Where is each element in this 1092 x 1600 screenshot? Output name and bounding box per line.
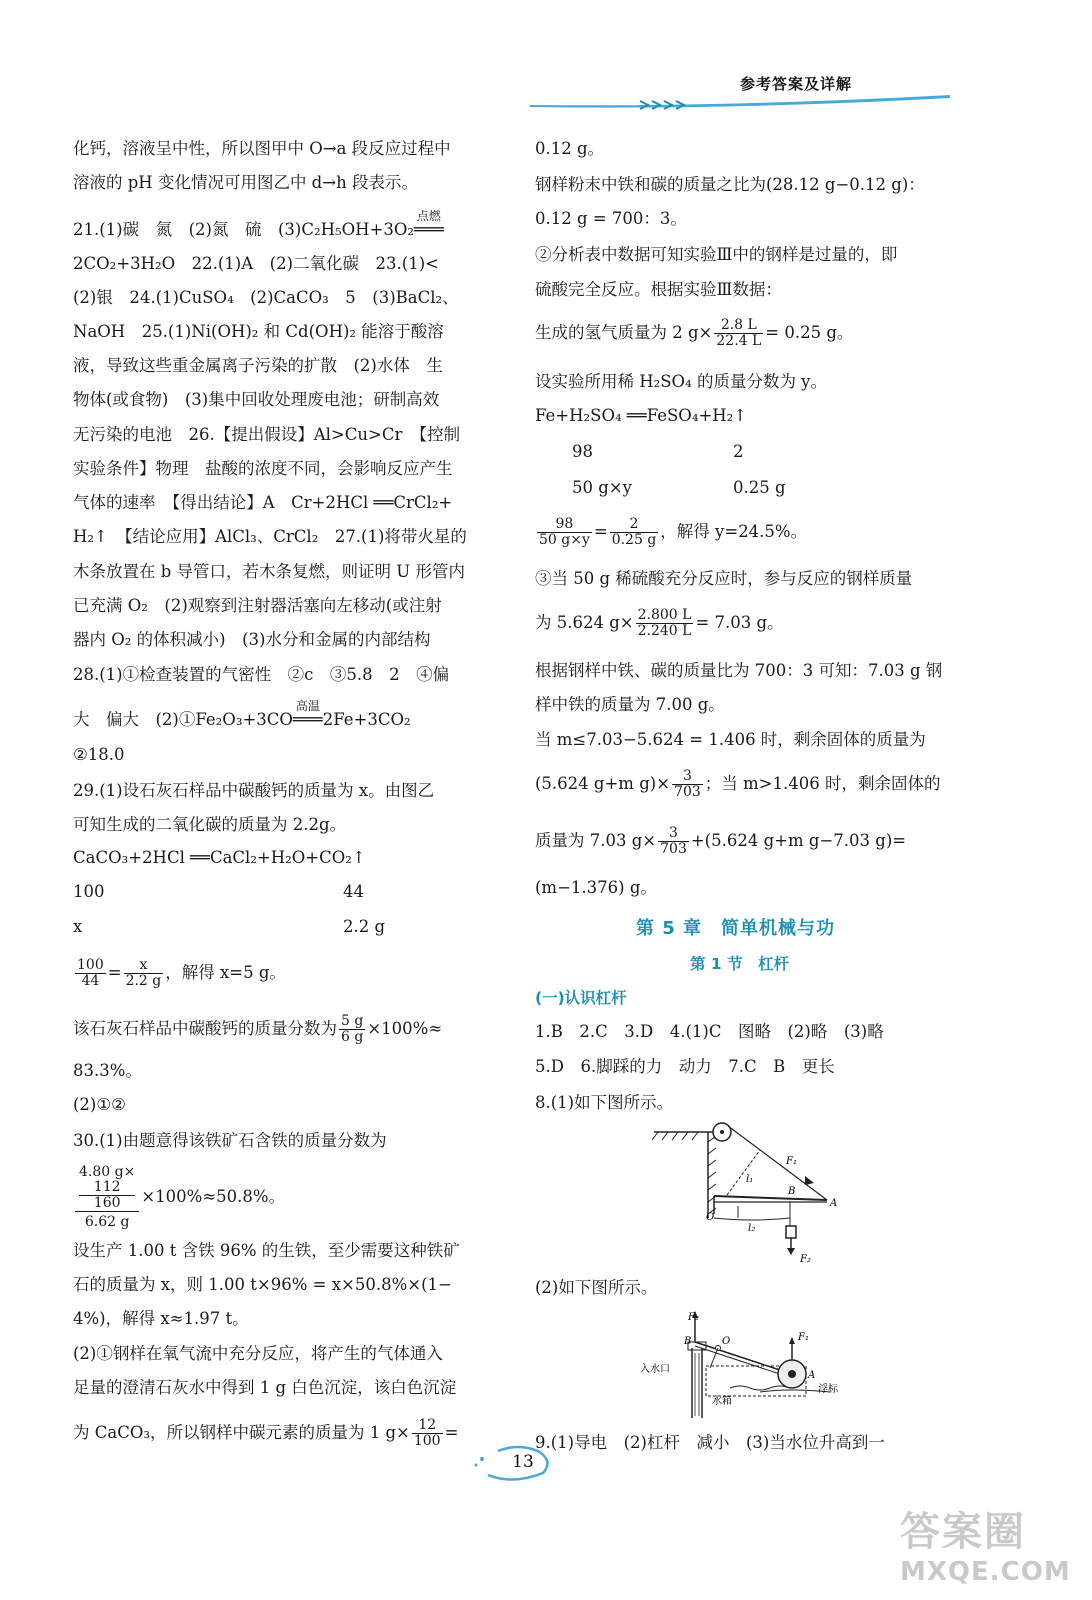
text-line: 0.12 g = 700：3。 (535, 209, 687, 228)
fraction: $\frac{2.8 L}{22.4 L}$ (716, 317, 762, 349)
text-line: 4%)，解得 x≈1.97 t。 (73, 1309, 249, 1328)
text-line: 30.(1)由题意得该铁矿石含铁的质量分数为 (73, 1131, 387, 1150)
text-line: 可知生成的二氧化碳的质量为 2.2g。 (73, 815, 347, 834)
text-line: NaOH 25.(1)Ni(OH)₂ 和 Cd(OH)₂ 能溶于酸溶 (73, 322, 444, 341)
text-line: 2CO₂+3H₂O 22.(1)A (2)二氧化碳 23.(1)< (73, 254, 439, 273)
f2-label: F₂ (800, 1254, 811, 1263)
molar-mass: 44 (343, 882, 364, 901)
text-segment: +(5.624 g+m g−7.03 g)= (690, 831, 907, 850)
text-line: (2)①钢样在氧气流中充分反应，将产生的气体通入 (73, 1344, 443, 1363)
condition-label: 点燃 (416, 209, 441, 223)
equation-line: Fe+H₂SO₄ ══FeSO₄+H₂↑ (535, 406, 748, 425)
fraction: $\frac{98}{50 g\times y}$ (539, 516, 590, 548)
fraction: $\frac{x}{2.2 g}$ (125, 957, 162, 989)
text-segment: (5.624 g+m g)× (535, 774, 671, 793)
chapter-title: 第 5 章 简单机械与功 (636, 918, 836, 939)
text-line (535, 826, 906, 857)
f1-label: F₁ (786, 1156, 797, 1167)
lever-diagram-1 (652, 1118, 852, 1263)
a-label: A (830, 1198, 838, 1209)
text-segment: 该石灰石样品中碳酸钙的质量分数为 (73, 1019, 337, 1038)
text-segment: ×100%≈ (367, 1019, 443, 1038)
tank-label: 水箱 (712, 1396, 732, 1407)
molar-mass: 98 (572, 442, 593, 461)
text-line: 气体的速率 【得出结论】A Cr+2HCl ══CrCl₂+ (73, 493, 453, 512)
text-line: 器内 O₂ 的体积减小) (3)水分和金属的内部结构 (73, 630, 431, 649)
text-line (535, 769, 940, 800)
text-line: 样中铁的质量为 7.00 g。 (535, 695, 725, 714)
text-segment: ；当 m>1.406 时，剩余固体的 (704, 774, 941, 793)
header-title: 参考答案及详解 (740, 75, 853, 93)
text-line: H₂↑ 【结论应用】AlCl₃、CrCl₂ 27.(1)将带火星的 (73, 527, 467, 546)
text-segment: 21.(1)碳 氮 (2)氮 硫 (3)C₂H₅OH+3O₂ (73, 220, 414, 239)
text-segment: 质量为 7.03 g× (535, 831, 657, 850)
text-line: 设生产 1.00 t 含铁 96% 的生铁，至少需要这种铁矿 (73, 1241, 460, 1260)
fraction: $\frac{3}{703}$ (660, 825, 687, 857)
text-line: 物体(或食物) (3)集中回收处理废电池；研制高效 (73, 390, 440, 409)
text-line: 当 m≤7.03−5.624 = 1.406 时，剩余固体的质量为 (535, 730, 926, 749)
l2-label: l₂ (748, 1223, 756, 1234)
reaction-condition: 高温 ═══ (293, 709, 323, 731)
fraction: $\frac{3}{703}$ (674, 768, 701, 800)
text-segment: = 7.03 g。 (695, 613, 784, 632)
text-line: 石的质量为 x，则 1.00 t×96% = x×50.8%×(1− (73, 1275, 452, 1294)
text-line: ②分析表中数据可知实验Ⅲ中的钢样是过量的，即 (535, 245, 898, 264)
fraction: 112 160 (77, 1180, 137, 1211)
float-label: 浮标 (818, 1384, 838, 1395)
subsection-title: (一)认识杠杆 (535, 989, 627, 1007)
text-line: 无污染的电池 26.【提出假设】Al>Cu>Cr 【控制 (73, 425, 461, 444)
text-segment: ，解得 y=24.5%。 (660, 522, 808, 541)
text-line: (m−1.376) g。 (535, 878, 657, 897)
molar-mass: 100 (73, 882, 105, 901)
text-segment: 为 5.624 g× (535, 613, 634, 632)
reaction-condition (413, 209, 444, 241)
equation-line (73, 1165, 285, 1230)
l1-label: l₁ (746, 1174, 754, 1185)
given-mass: 2.2 g (343, 917, 386, 936)
text-line: 已充满 O₂ (2)观察到注射器活塞向左移动(或注射 (73, 596, 442, 615)
o-label: O (722, 1336, 731, 1347)
watermark-top: 答案圈 (900, 1509, 1026, 1555)
variable: 50 g×y (572, 478, 632, 497)
text-line (535, 608, 784, 639)
text-line: 液，导致这些重金属离子污染的扩散 (2)水体 生 (73, 356, 443, 375)
text-line: 83.3%。 (73, 1061, 142, 1080)
fraction: $\frac{100}{44}$ (77, 957, 104, 989)
text-segment: 为 CaCO₃，所以钢样中碳元素的质量为 1 g× (73, 1423, 410, 1442)
watermark (900, 1500, 1080, 1595)
b-label: B (684, 1336, 692, 1347)
text-line (73, 699, 411, 731)
page-number-badge (488, 1445, 558, 1485)
text-segment: = 0.25 g。 (765, 323, 854, 342)
fraction: $\frac{12}{100}$ (413, 1417, 441, 1449)
text-segment: ，解得 x=5 g。 (165, 963, 286, 982)
text-line: ②18.0 (73, 745, 125, 764)
b-label: B (788, 1186, 796, 1197)
answer-line: 9.(1)导电 (2)杠杆 减小 (3)当水位升高到一 (535, 1433, 885, 1452)
answer-line: 1.B 2.C 3.D 4.(1)C 图略 (2)略 (3)略 (535, 1022, 884, 1041)
given-mass: 0.25 g (733, 478, 786, 497)
proportion-line: $\frac{98}{50 g\times y}$ = $\frac{2}{0.25 g}$ ，解得 y=24.5%。 (539, 516, 808, 548)
molar-mass: 2 (733, 442, 744, 461)
lever-diagram-2 (640, 1308, 860, 1420)
variable: x (73, 917, 83, 936)
answer-line: 5.D 6.脚踩的力 动力 7.C B 更长 (535, 1057, 835, 1076)
text-line: 钢样粉末中铁和碳的质量之比为(28.12 g−0.12 g)： (535, 175, 925, 194)
equation-line: CaCO₃+2HCl ══CaCl₂+H₂O+CO₂↑ (73, 848, 366, 867)
text-line: 29.(1)设石灰石样品中碳酸钙的质量为 x。由图乙 (73, 781, 435, 800)
text-line: 设实验所用稀 H₂SO₄ 的质量分数为 y。 (535, 372, 828, 391)
text-line (73, 209, 444, 241)
proportion-line: $\frac{100}{44}$ = $\frac{x}{2.2 g}$ ，解得 x=5 g。 (77, 957, 286, 989)
f2-label: F₂ (688, 1312, 699, 1323)
text-line: 28.(1)①检查装置的气密性 ②c ③5.8 2 ④偏 (73, 665, 450, 684)
text-segment: 生成的氢气质量为 2 g× (535, 323, 713, 342)
inlet-label: 入水口 (640, 1364, 670, 1375)
text-line: 木条放置在 b 导管口，若木条复燃，则证明 U 形管内 (73, 562, 465, 581)
fraction: $\frac{5 g}{6 g}$ (341, 1013, 364, 1045)
text-line: 足量的澄清石灰水中得到 1 g 白色沉淀，该白色沉淀 (73, 1378, 457, 1397)
compound-fraction: 4.80 g× 112 160 6.62 g (75, 1165, 139, 1230)
header-decoration (530, 93, 960, 113)
text-line: 0.12 g。 (535, 139, 605, 158)
text-line: 溶液的 pH 变化情况可用图乙中 d→h 段表示。 (73, 173, 418, 192)
condition-label: 高温 (295, 699, 320, 713)
a-label: A (808, 1370, 816, 1381)
fraction: $\frac{2.800 L}{2.240 L}$ (637, 607, 692, 639)
text-line: 根据钢样中铁、碳的质量比为 700：3 可知：7.03 g 钢 (535, 661, 943, 680)
text-line: ③当 50 g 稀硫酸充分反应时，参与反应的钢样质量 (535, 569, 913, 588)
f1-label: F₁ (798, 1332, 809, 1343)
section-title: 第 1 节 杠杆 (690, 955, 790, 973)
answer-line: (2)如下图所示。 (535, 1278, 658, 1297)
fraction: $\frac{2}{0.25 g}$ (611, 516, 657, 548)
text-segment: ×100%≈50.8%。 (141, 1187, 286, 1206)
text-line: 硫酸完全反应。根据实验Ⅲ数据： (535, 280, 782, 299)
answer-line: 8.(1)如下图所示。 (535, 1093, 674, 1112)
o-label: O (706, 1212, 715, 1223)
text-line (535, 318, 853, 349)
equals-sign: ═══ (413, 220, 444, 239)
text-segment: 2Fe+3CO₂ (322, 710, 411, 729)
text-line: (2)①② (73, 1095, 126, 1114)
text-segment: 大 偏大 (2)①Fe₂O₃+3CO (73, 710, 293, 729)
text-line: 实验条件】物理 盐酸的浓度不同，会影响反应产生 (73, 459, 453, 478)
text-line: 为 CaCO₃，所以钢样中碳元素的质量为 1 g× $\frac{12}{100}$ = (73, 1417, 459, 1449)
text-line: (2)银 24.(1)CuSO₄ (2)CaCO₃ 5 (3)BaCl₂、 (73, 288, 459, 307)
text-line (73, 1014, 442, 1045)
page-number: 13 (512, 1452, 534, 1472)
watermark-bottom: MXQE.COM (900, 1557, 1071, 1587)
text-line: 化钙，溶液呈中性，所以图甲中 O→a 段反应过程中 (73, 139, 451, 158)
